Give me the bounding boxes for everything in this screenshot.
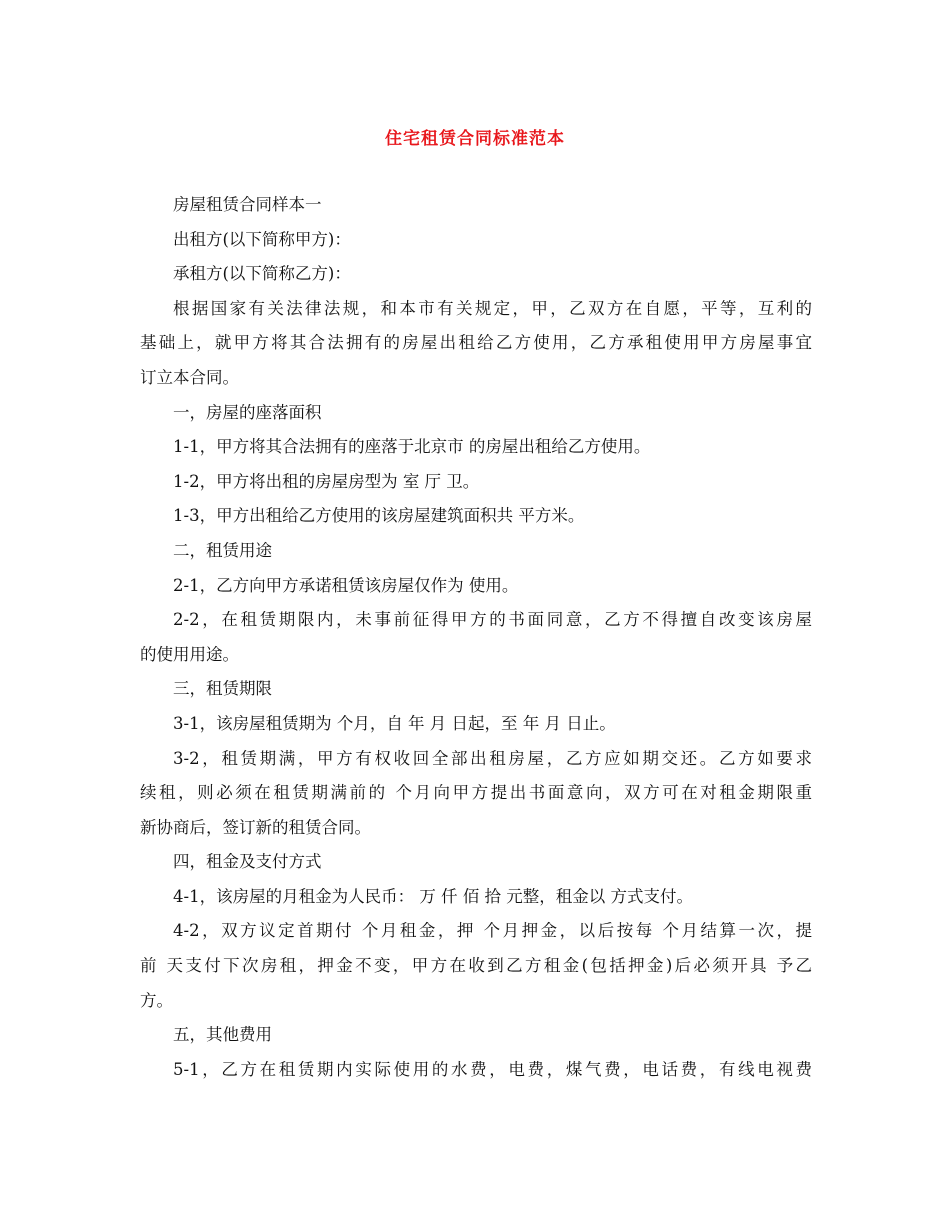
document-line: 2-1，乙方向甲方承诺租赁该房屋仅作为 使用。 [173,575,519,595]
document-line: 出租方(以下简称甲方)： [173,229,351,249]
document-line: 订立本合同。 [140,367,239,387]
document-line: 5-1，乙方在租赁期内实际使用的水费，电费，煤气费，电话费，有线电视费 [173,1059,812,1079]
document-line: 前 天支付下次房租，押金不变，甲方在收到乙方租金(包括押金)后必须开具 予乙 [140,956,812,976]
document-line: 4-1，该房屋的月租金为人民币： 万 仟 佰 拾 元整，租金以 方式支付。 [173,886,694,906]
document-line: 1-2，甲方将出租的房屋房型为 室 厅 卫。 [173,471,480,491]
document-line: 1-1，甲方将其合法拥有的座落于北京市 的房屋出租给乙方使用。 [173,437,651,457]
document-title: 住宅租赁合同标准范本 [385,129,565,149]
document-body [140,188,812,1087]
document-line: 基础上，就甲方将其合法拥有的房屋出租给乙方使用，乙方承租使用甲方房屋事宜 [140,333,812,353]
document-line: 房屋租赁合同样本一 [173,195,322,214]
document-line: 四，租金及支付方式 [173,852,322,872]
document-line: 五，其他费用 [173,1025,272,1045]
document-line: 新协商后，签订新的租赁合同。 [140,817,371,837]
document-line: 3-2，租赁期满，甲方有权收回全部出租房屋，乙方应如期交还。乙方如要求 [173,748,812,768]
document-line: 三，租赁期限 [173,679,272,699]
document-line: 续租，则必须在租赁期满前的 个月向甲方提出书面意向，双方可在对租金期限重 [140,783,812,803]
document-line: 2-2，在租赁期限内，未事前征得甲方的书面同意，乙方不得擅自改变该房屋 [173,610,812,630]
document-line: 二，租赁用途 [173,540,272,560]
document-line: 3-1，该房屋租赁期为 个月，自 年 月 日起，至 年 月 日止。 [173,713,616,733]
document-line: 根据国家有关法律法规，和本市有关规定，甲，乙双方在自愿，平等，互利的 [173,298,812,318]
document-line: 1-3，甲方出租给乙方使用的该房屋建筑面积共 平方米。 [173,506,585,526]
document-line: 的使用用途。 [140,644,239,664]
document-line: 承租方(以下简称乙方)： [173,264,351,284]
document-line: 4-2，双方议定首期付 个月租金，押 个月押金，以后按每 个月结算一次，提 [173,921,812,941]
document-line: 方。 [140,990,173,1010]
document-line: 一，房屋的座落面积 [173,402,322,422]
